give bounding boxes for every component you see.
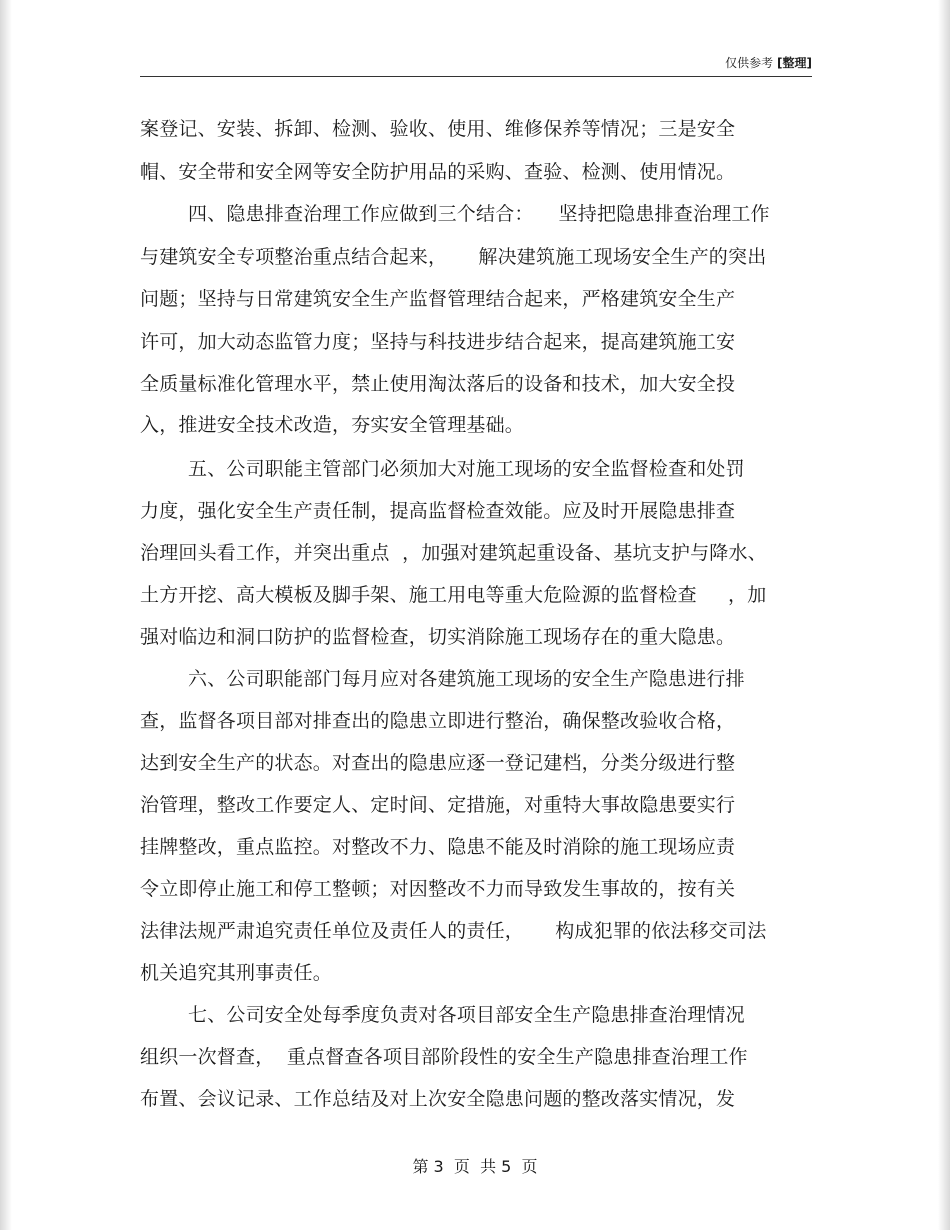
body-line: 案登记、安装、拆卸、检测、验收、使用、维修保养等情况；三是安全 xyxy=(140,118,736,140)
body-line: 布置、会议记录、工作总结及对上次安全隐患问题的整改落实情况，发 xyxy=(140,1088,736,1110)
body-line: 全质量标准化管理水平，禁止使用淘汰落后的设备和技术，加大安全投 xyxy=(140,373,736,395)
section-4-heading-line: 四、隐患排查治理工作应做到三个结合： 坚持把隐患排查治理工作 xyxy=(188,203,770,225)
body-line: 组织一次督查， 重点督查各项目部阶段性的安全生产隐患排查治理工作 xyxy=(140,1046,748,1068)
body-line: 强对临边和洞口防护的监督检查，切实消除施工现场存在的重大隐患。 xyxy=(140,626,736,648)
body-line: 达到安全生产的状态。对查出的隐患应逐一登记建档，分类分级进行整 xyxy=(140,752,736,774)
section-7-heading-line: 七、公司安全处每季度负责对各项目部安全生产隐患排查治理情况 xyxy=(188,1004,745,1026)
body-line: 挂牌整改，重点监控。对整改不力、隐患不能及时消除的施工现场应责 xyxy=(140,836,736,858)
body-line: 问题；坚持与日常建筑安全生产监督管理结合起来，严格建筑安全生产 xyxy=(140,288,736,310)
body-line: 治管理，整改工作要定人、定时间、定措施，对重特大事故隐患要实行 xyxy=(140,794,736,816)
page-header xyxy=(140,54,812,77)
header-tag: [整理] xyxy=(777,56,812,70)
header-note: 仅供参考 xyxy=(725,56,774,70)
section-6-heading-line: 六、公司职能部门每月应对各建筑施工现场的安全生产隐患进行排 xyxy=(188,668,745,690)
body-line: 入，推进安全技术改造，夯实安全管理基础。 xyxy=(140,414,525,436)
body-line: 帽、安全带和安全网等安全防护用品的采购、查验、检测、使用情况。 xyxy=(140,161,736,183)
section-5-heading-line: 五、公司职能主管部门必须加大对施工现场的安全监督检查和处罚 xyxy=(188,458,745,480)
body-line: 许可，加大动态监管力度；坚持与科技进步结合起来，提高建筑施工安 xyxy=(140,331,736,353)
page-number-footer: 第 3 页 共 5 页 xyxy=(412,1157,538,1176)
page-shadow-right xyxy=(938,0,950,1230)
body-line: 土方开挖、高大模板及脚手架、施工用电等重大危险源的监督检查 ，加 xyxy=(140,584,767,606)
page-shadow-left xyxy=(0,0,12,1230)
body-line: 法律法规严肃追究责任单位及责任人的责任， 构成犯罪的依法移交司法 xyxy=(140,920,767,942)
body-line: 机关追究其刑事责任。 xyxy=(140,962,333,984)
body-line: 令立即停止施工和停工整顿；对因整改不力而导致发生事故的，按有关 xyxy=(140,878,736,900)
body-line: 与建筑安全专项整治重点结合起来， 解决建筑施工现场安全生产的突出 xyxy=(140,246,767,268)
body-line: 查，监督各项目部对排查出的隐患立即进行整治，确保整改验收合格， xyxy=(140,710,736,732)
body-line: 治理回头看工作，并突出重点 ，加强对建筑起重设备、基坑支护与降水、 xyxy=(140,542,767,564)
body-line: 力度，强化安全生产责任制，提高监督检查效能。应及时开展隐患排查 xyxy=(140,500,736,522)
